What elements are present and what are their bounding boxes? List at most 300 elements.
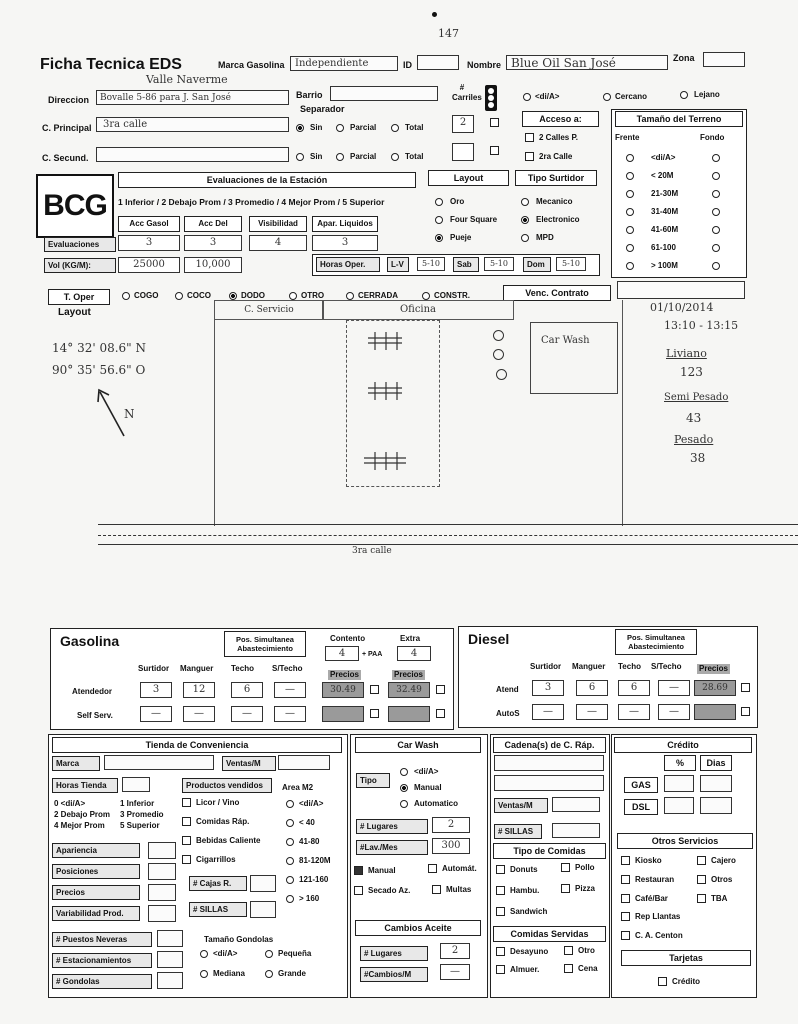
tank-marker-2 [493, 349, 504, 360]
producto-option-2: Bebidas Caliente [196, 836, 261, 845]
otros-check-2[interactable] [621, 875, 630, 884]
rating-field-0[interactable] [148, 842, 176, 859]
cambios-lugares-value[interactable]: 2 [440, 943, 470, 959]
otros-option-6: Rep Llantas [635, 912, 681, 921]
producto-check-2[interactable] [182, 836, 191, 845]
scale-left-0: 0 <di/A> [54, 799, 86, 808]
gas-col-1: Manguer [180, 664, 214, 673]
id-label: ID [403, 60, 412, 70]
cw-opt-2: Secado Az. [368, 886, 411, 895]
credito-dsl-label: DSL [624, 799, 658, 815]
pesado-value: 38 [690, 451, 706, 465]
horas-tienda-field[interactable] [122, 777, 150, 792]
tipo-option-1: Pollo [575, 863, 595, 872]
cadena-sillas-label: # SILLAS [494, 824, 542, 839]
gas-self-price-0[interactable] [322, 706, 364, 722]
tienda-marca-label: Marca [52, 756, 100, 771]
oper-radio-0[interactable] [122, 292, 130, 300]
estacionamientos-label: # Estacionamientos [52, 953, 152, 968]
otros-option-5: TBA [711, 894, 728, 903]
otros-option-2: Restauran [635, 875, 675, 884]
gasolina-title: Gasolina [60, 633, 120, 649]
credito-dsl-dias[interactable] [700, 797, 732, 814]
fondo-radio-2[interactable] [712, 190, 720, 198]
dias-label: Dias [700, 755, 732, 771]
cambios-title: Cambios Aceite [355, 920, 481, 936]
contento-label: Contento [330, 634, 366, 643]
atendido-label: Atendedor [72, 687, 112, 696]
tamano-radio-1[interactable] [265, 950, 273, 958]
c-principal-label: C. Principal [42, 123, 92, 133]
credito-title: Crédito [614, 737, 752, 753]
servidas-check-2[interactable] [496, 965, 505, 974]
pesado-label: Pesado [674, 433, 714, 446]
servidas-check-3[interactable] [564, 964, 573, 973]
distance-option-2: Lejano [694, 90, 720, 99]
plus-paa-label: + PAA [362, 651, 383, 658]
fondo-radio-3[interactable] [712, 208, 720, 216]
tienda-ventas-field[interactable] [278, 755, 330, 770]
autos-label: AutoS [496, 709, 520, 718]
c-principal-field[interactable] [96, 117, 289, 132]
page-title: Ficha Tecnica EDS [40, 56, 182, 73]
venc-contrato-field[interactable] [617, 281, 745, 299]
layout-radio-1[interactable] [435, 216, 443, 224]
area-radio-2[interactable] [286, 838, 294, 846]
tarjeta-option-0: Crédito [672, 977, 700, 986]
sab-value[interactable]: 5-10 [484, 257, 514, 271]
cw-tipo-radio-1[interactable] [400, 784, 408, 792]
area-option-4: 121-160 [299, 875, 329, 884]
cadena-field-2[interactable] [494, 775, 604, 791]
gas-self-1[interactable]: — [183, 706, 215, 722]
tienda-marca-field[interactable] [104, 755, 214, 770]
cambios-mes-value[interactable]: — [440, 964, 470, 980]
tipo-check-3[interactable] [561, 884, 570, 893]
direccion-label: Direccion [48, 95, 90, 105]
scale-right-0: 1 Inferior [120, 799, 155, 808]
puestos-label: # Puestos Neveras [52, 932, 152, 947]
frente-radio-2[interactable] [626, 190, 634, 198]
semi-label: Semi Pesado [664, 392, 729, 403]
otros-option-4: Café/Bar [635, 894, 668, 903]
surtidor-radio-2[interactable] [521, 234, 529, 242]
rating-field-2[interactable] [148, 884, 176, 901]
frente-radio-3[interactable] [626, 208, 634, 216]
frente-radio-6[interactable] [626, 262, 634, 270]
barrio-label: Barrio [296, 90, 323, 100]
tamano-option-0: <di/A> [213, 949, 238, 958]
dsl-col-3: S/Techo [651, 662, 682, 671]
fondo-radio-4[interactable] [712, 226, 720, 234]
otros-option-1: Cajero [711, 856, 736, 865]
carriles-check-2[interactable] [490, 146, 499, 155]
cw-tipo-option-2: Automatico [414, 799, 458, 808]
road-edge-top [98, 524, 798, 525]
producto-check-1[interactable] [182, 817, 191, 826]
otros-check-0[interactable] [621, 856, 630, 865]
gas-col-3: S/Techo [272, 664, 303, 673]
gas-self-price-1[interactable] [388, 706, 430, 722]
gas-price-check-0[interactable] [370, 685, 379, 694]
tamano-option-1: Pequeña [278, 949, 312, 958]
cw-opt-check-3[interactable] [432, 885, 441, 894]
c-principal-value: 3ra calle [103, 119, 148, 130]
otros-option-3: Otros [711, 875, 733, 884]
area-option-5: > 160 [299, 894, 320, 903]
dsl-autos-0[interactable]: — [532, 704, 564, 720]
cw-lugares-value[interactable]: 2 [432, 817, 470, 833]
servidas-option-2: Almuer. [510, 965, 540, 974]
acceso-check-0[interactable] [525, 133, 534, 142]
tamano-radio-2[interactable] [200, 970, 208, 978]
servidas-title: Comidas Servidas [493, 926, 606, 942]
tipo-comidas-title: Tipo de Comidas [493, 843, 606, 859]
area-radio-5[interactable] [286, 895, 294, 903]
vol-value-0[interactable]: 25000 [118, 257, 180, 273]
fondo-radio-1[interactable] [712, 172, 720, 180]
eval-value-1[interactable]: 3 [184, 235, 242, 251]
survey-date: 01/10/2014 [650, 301, 714, 314]
barrio-field[interactable] [330, 86, 438, 101]
street-label: 3ra calle [352, 546, 392, 556]
diesel-title: Diesel [468, 631, 510, 647]
scale-left-1: 2 Debajo Prom [54, 810, 111, 819]
terreno-size-3: 31-40M [651, 207, 679, 216]
credito-gas-pct[interactable] [664, 775, 694, 792]
punch-mark [432, 12, 437, 17]
gas-precios-label-0: Precios [330, 670, 359, 679]
acceso-check-1[interactable] [525, 152, 534, 161]
cw-tipo-radio-0[interactable] [400, 768, 408, 776]
oper-option-0: COGO [134, 291, 159, 300]
oper-radio-4[interactable] [346, 292, 354, 300]
oper-option-2: DODO [241, 291, 265, 300]
carriles-check-1[interactable] [490, 118, 499, 127]
secund-sep-option-1: Parcial [350, 152, 377, 161]
fondo-radio-5[interactable] [712, 244, 720, 252]
cw-opt-0: Manual [368, 866, 396, 875]
evaluaciones-label: Evaluaciones [44, 237, 116, 252]
semi-value: 43 [686, 411, 702, 425]
id-field[interactable] [417, 55, 459, 70]
cambios-mes-label: #Cambios/M [360, 967, 428, 982]
tamano-option-2: Mediana [213, 969, 246, 978]
rating-field-3[interactable] [148, 905, 176, 922]
cw-tipo-radio-2[interactable] [400, 800, 408, 808]
principal-sep-radio-2[interactable] [391, 124, 399, 132]
car-wash-sketch-box [530, 322, 618, 394]
cw-lav-value[interactable]: 300 [432, 838, 470, 854]
otros-check-7[interactable] [621, 931, 630, 940]
area-radio-4[interactable] [286, 876, 294, 884]
otros-option-7: C. A. Centon [635, 931, 683, 940]
vol-value-1[interactable]: 10,000 [184, 257, 242, 273]
gas-atendido-0[interactable]: 3 [140, 682, 172, 698]
tienda-title: Tienda de Conveniencia [52, 737, 342, 753]
dsl-col-4: Precios [699, 664, 728, 673]
area-option-3: 81-120M [299, 856, 331, 865]
dsl-autos-3[interactable]: — [658, 704, 690, 720]
eval-col-2: Visibilidad [249, 216, 307, 232]
productos-label: Productos vendidos [182, 778, 272, 793]
gas-price-check-1[interactable] [436, 685, 445, 694]
scale-right-2: 5 Superior [120, 821, 160, 830]
gas-self-2[interactable]: — [231, 706, 263, 722]
dsl-price[interactable]: 28.69 [694, 680, 736, 696]
servidas-option-3: Cena [578, 964, 598, 973]
cambios-lugares-label: # Lugares [360, 946, 428, 961]
otros-check-4[interactable] [621, 894, 630, 903]
tienda-sillas-field[interactable] [250, 901, 276, 918]
self-serv-label: Self Serv. [77, 711, 113, 720]
area-radio-3[interactable] [286, 857, 294, 865]
dsl-autos-price[interactable] [694, 704, 736, 720]
distance-radio-0[interactable] [523, 93, 531, 101]
carriles-field[interactable]: 2 [452, 115, 474, 133]
tipo-oper-label: T. Oper [48, 289, 110, 305]
principal-sep-option-1: Parcial [350, 123, 377, 132]
road-edge-bottom [98, 544, 798, 545]
nombre-label: Nombre [467, 60, 502, 70]
puestos-field[interactable] [157, 930, 183, 947]
eval-col-1: Acc Del [184, 216, 242, 232]
gas-price-0[interactable]: 30.49 [322, 682, 364, 698]
rating-label-1: Posiciones [52, 864, 140, 879]
oper-radio-5[interactable] [422, 292, 430, 300]
frente-label: Frente [615, 133, 640, 142]
area-option-0: <di/A> [299, 799, 324, 808]
nombre-field[interactable] [506, 55, 668, 70]
cw-lav-label: #Lav./Mes [356, 840, 428, 855]
gondolas-label: # Gondolas [52, 974, 152, 989]
cadena-title: Cadena(s) de C. Ráp. [493, 737, 606, 753]
eval-value-0[interactable]: 3 [118, 235, 180, 251]
principal-sep-radio-1[interactable] [336, 124, 344, 132]
producto-option-3: Cigarrillos [196, 855, 236, 864]
fondo-label: Fondo [700, 133, 725, 142]
dsl-atend-0[interactable]: 3 [532, 680, 564, 696]
oper-radio-1[interactable] [175, 292, 183, 300]
dsl-col-2: Techo [618, 662, 641, 671]
terreno-size-5: 61-100 [651, 243, 676, 252]
carriles-secund-field[interactable] [452, 143, 474, 161]
cw-opt-check-2[interactable] [354, 886, 363, 895]
gas-atendido-1[interactable]: 12 [183, 682, 215, 698]
tipo-check-0[interactable] [496, 865, 505, 874]
dsl-autos-1[interactable]: — [576, 704, 608, 720]
dsl-col-1: Manguer [572, 662, 606, 671]
direccion-field[interactable] [96, 90, 289, 105]
principal-sep-option-0: Sin [310, 123, 323, 132]
dom-value[interactable]: 5-10 [556, 257, 586, 271]
secund-sep-option-2: Total [405, 152, 424, 161]
cadena-ventas-label: Ventas/M [494, 798, 548, 813]
cadena-ventas-field[interactable] [552, 797, 600, 812]
eval-col-3: Apar. Liquidos [312, 216, 378, 232]
contento-value[interactable]: 4 [325, 646, 359, 661]
dsl-atend-3[interactable]: — [658, 680, 690, 696]
tipo-check-2[interactable] [496, 886, 505, 895]
dsl-autos-check[interactable] [741, 707, 750, 716]
diesel-pos-label: Pos. Simultanea Abastecimiento [615, 629, 697, 655]
scale-right-1: 3 Promedio [120, 810, 164, 819]
fondo-radio-0[interactable] [712, 154, 720, 162]
frente-radio-1[interactable] [626, 172, 634, 180]
tarjetas-title: Tarjetas [621, 950, 751, 966]
gas-self-check-1[interactable] [436, 709, 445, 718]
otros-check-5[interactable] [697, 894, 706, 903]
frente-radio-5[interactable] [626, 244, 634, 252]
distance-radio-1[interactable] [603, 93, 611, 101]
credito-dsl-pct[interactable] [664, 797, 694, 814]
producto-check-3[interactable] [182, 855, 191, 864]
surtidor-option-2: MPD [536, 233, 554, 242]
traffic-light-icon [483, 84, 499, 112]
evaluaciones-scale: 1 Inferior / 2 Debajo Prom / 3 Promedio / 4 Mejor Prom / 5 Superior [118, 197, 385, 207]
area-label: Area M2 [282, 783, 314, 792]
fondo-radio-6[interactable] [712, 262, 720, 270]
tienda-sillas-label: # SILLAS [189, 902, 247, 917]
layout-option-2: Pueje [450, 233, 472, 242]
area-radio-1[interactable] [286, 819, 294, 827]
otros-check-3[interactable] [697, 875, 706, 884]
gas-price-1[interactable]: 32.49 [388, 682, 430, 698]
horas-tienda-label: Horas Tienda [52, 778, 118, 793]
estacionamientos-field[interactable] [157, 951, 183, 968]
frente-radio-4[interactable] [626, 226, 634, 234]
servidas-option-0: Desayuno [510, 947, 549, 956]
gondolas-field[interactable] [157, 972, 183, 989]
lv-value[interactable]: 5-10 [417, 257, 445, 271]
surtidor-option-1: Electronico [536, 215, 580, 224]
dsl-autos-2[interactable]: — [618, 704, 650, 720]
c-secund-field[interactable] [96, 147, 289, 162]
tipo-option-4: Sandwich [510, 907, 548, 916]
tienda-ventas-label: Ventas/M [222, 756, 276, 771]
terreno-size-2: 21-30M [651, 189, 679, 198]
principal-sep-option-2: Total [405, 123, 424, 132]
gas-self-0[interactable]: — [140, 706, 172, 722]
frente-radio-0[interactable] [626, 154, 634, 162]
secund-sep-radio-2[interactable] [391, 153, 399, 161]
car-wash-sketch-label: Car Wash [541, 335, 590, 346]
gas-atendido-2[interactable]: 6 [231, 682, 263, 698]
producto-check-0[interactable] [182, 798, 191, 807]
tamano-radio-0[interactable] [200, 950, 208, 958]
cw-lugares-label: # Lugares [356, 819, 428, 834]
secund-sep-option-0: Sin [310, 152, 323, 161]
extra-value[interactable]: 4 [397, 646, 431, 661]
servidas-check-1[interactable] [564, 946, 573, 955]
coordinate-2: 90° 35' 56.6" O [52, 363, 146, 377]
acceso-option-1: 2ra Calle [539, 152, 573, 161]
tank-marker-3 [496, 369, 507, 380]
scale-left-2: 4 Mejor Prom [54, 821, 105, 830]
road-center-line [98, 535, 798, 536]
secund-sep-radio-1[interactable] [336, 153, 344, 161]
rating-field-1[interactable] [148, 863, 176, 880]
rating-label-0: Apariencia [52, 843, 140, 858]
secund-sep-radio-0[interactable] [296, 153, 304, 161]
cw-opt-1: Automát. [442, 864, 477, 873]
tipo-option-0: Donuts [510, 865, 538, 874]
tank-marker-1 [493, 330, 504, 341]
cw-opt-check-0[interactable] [354, 866, 363, 875]
marca-field[interactable] [290, 56, 398, 71]
otros-option-0: Kiosko [635, 856, 662, 865]
distance-radio-2[interactable] [680, 91, 688, 99]
surtidor-radio-0[interactable] [521, 198, 529, 206]
pump-islands-drawing [346, 320, 438, 485]
atend-label: Atend [496, 685, 519, 694]
distance-option-1: Cercano [615, 92, 648, 101]
extra-label: Extra [400, 634, 421, 643]
servidas-option-1: Otro [578, 946, 595, 955]
surtidor-radio-1[interactable] [521, 216, 529, 224]
sab-label: Sab [453, 257, 479, 272]
dsl-atend-1[interactable]: 6 [576, 680, 608, 696]
zona-field[interactable] [703, 52, 745, 67]
principal-sep-radio-0[interactable] [296, 124, 304, 132]
credito-gas-dias[interactable] [700, 775, 732, 792]
servidas-check-0[interactable] [496, 947, 505, 956]
dsl-atend-2[interactable]: 6 [618, 680, 650, 696]
eval-col-0: Acc Gasol [118, 216, 180, 232]
rating-label-3: Variabilidad Prod. [52, 906, 140, 921]
cw-tipo-option-1: Manual [414, 783, 442, 792]
acceso-option-0: 2 Calles P. [539, 133, 578, 142]
gas-self-check-0[interactable] [370, 709, 379, 718]
rating-label-2: Precios [52, 885, 140, 900]
dsl-price-check[interactable] [741, 683, 750, 692]
cadena-sillas-field[interactable] [552, 823, 600, 838]
producto-option-1: Comidas Ráp. [196, 817, 250, 826]
sketch-layout-label: Layout [58, 307, 91, 318]
dsl-col-0: Surtidor [530, 662, 562, 671]
tamano-radio-3[interactable] [265, 970, 273, 978]
cw-opt-3: Multas [446, 885, 472, 894]
cadena-field-1[interactable] [494, 755, 604, 771]
survey-time: 13:10 - 13:15 [664, 319, 739, 332]
eval-value-2[interactable]: 4 [249, 235, 307, 251]
cw-opt-check-1[interactable] [428, 864, 437, 873]
oper-radio-2[interactable] [229, 292, 237, 300]
pct-label: % [664, 755, 696, 771]
gas-atendido-3[interactable]: — [274, 682, 306, 698]
area-radio-0[interactable] [286, 800, 294, 808]
layout-radio-2[interactable] [435, 234, 443, 242]
otros-check-6[interactable] [621, 912, 630, 921]
surtidor-title: Tipo Surtidor [515, 170, 597, 186]
gas-col-0: Surtidor [138, 664, 170, 673]
separador-label: Separador [300, 104, 345, 114]
tarjeta-check-0[interactable] [658, 977, 667, 986]
cw-tipo-option-0: <di/A> [414, 767, 439, 776]
otros-check-1[interactable] [697, 856, 706, 865]
layout-radio-0[interactable] [435, 198, 443, 206]
oper-radio-3[interactable] [289, 292, 297, 300]
otros-title: Otros Servicios [617, 833, 753, 849]
oper-option-5: CONSTR. [434, 291, 470, 300]
terreno-size-6: > 100M [651, 261, 678, 270]
tipo-check-1[interactable] [561, 863, 570, 872]
tipo-option-2: Hambu. [510, 886, 540, 895]
tipo-check-4[interactable] [496, 907, 505, 916]
gas-self-3[interactable]: — [274, 706, 306, 722]
cajas-field[interactable] [250, 875, 276, 892]
eval-value-3[interactable]: 3 [312, 235, 378, 251]
